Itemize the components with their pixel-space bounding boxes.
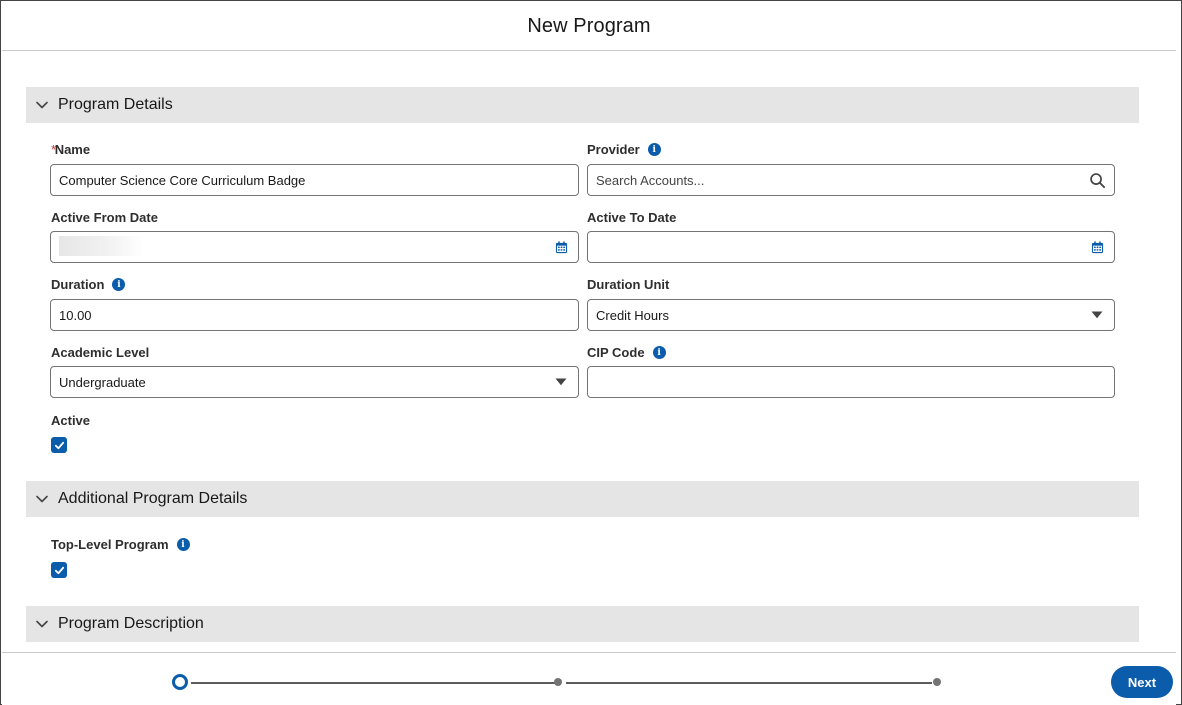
duration-value: 10.00 [59,307,92,323]
duration-input[interactable] [50,299,579,331]
active-from-label-text: Active From Date [51,210,158,225]
next-button[interactable]: Next [1111,666,1173,698]
duration-unit-label-text: Duration Unit [587,277,670,292]
chevron-down-icon [26,481,58,517]
name-value: Computer Science Core Curriculum Badge [59,172,306,188]
academic-level-label-text: Academic Level [51,345,150,360]
top-level-program-checkbox[interactable] [51,562,67,578]
active-to-label [587,210,676,225]
modal-footer [2,652,1176,705]
progress-step-2[interactable] [554,678,562,686]
info-icon[interactable]: i [648,143,661,156]
active-to-date-input[interactable] [587,231,1115,263]
active-from-value [59,236,552,259]
info-icon[interactable]: i [112,278,125,291]
name-input[interactable] [50,164,579,196]
progress-step-current[interactable] [172,674,188,690]
top-level-program-label [51,537,190,552]
duration-label-text: Duration [51,277,105,292]
academic-level-value: Undergraduate [59,374,146,390]
duration-label [51,277,125,292]
academic-level-select[interactable] [50,366,579,398]
active-from-label [51,210,158,225]
active-checkbox[interactable] [51,437,67,453]
calendar-icon[interactable] [552,238,570,256]
provider-search-input[interactable] [587,164,1115,196]
progress-line [566,682,932,684]
academic-level-label [51,345,149,360]
progress-step-3[interactable] [933,678,941,686]
provider-label-text: Provider [587,142,640,157]
chevron-down-icon [26,606,58,642]
duration-unit-label [587,277,669,292]
cip-code-label [587,345,666,360]
top-level-label-text: Top-Level Program [51,537,169,552]
required-marker: * [51,142,57,157]
checkmark-icon [54,440,65,451]
name-label-text: Name [54,142,91,157]
section-title: Program Description [58,615,204,632]
provider-label [587,142,661,157]
cip-code-input[interactable] [587,366,1115,398]
name-label [51,142,90,157]
section-title: Program Details [58,96,173,113]
calendar-icon[interactable] [1088,238,1106,256]
active-label [51,413,90,428]
modal-title: New Program [527,14,651,37]
section-program-description[interactable] [26,606,1139,642]
dropdown-arrow-icon [552,373,570,391]
dropdown-arrow-icon [1088,306,1106,324]
active-label-text: Active [51,413,91,428]
section-program-details[interactable] [26,87,1139,123]
active-to-label-text: Active To Date [587,210,677,225]
modal-body [2,52,1176,652]
active-from-date-input[interactable] [50,231,579,263]
info-icon[interactable]: i [177,538,190,551]
section-title: Additional Program Details [58,490,248,507]
progress-line [191,682,556,684]
chevron-down-icon [26,87,58,123]
checkmark-icon [54,565,65,576]
duration-unit-select[interactable] [587,299,1115,331]
provider-placeholder: Search Accounts... [596,172,705,188]
info-icon[interactable]: i [653,346,666,359]
cip-code-label-text: CIP Code [587,345,645,360]
duration-unit-value: Credit Hours [596,307,669,323]
search-icon[interactable] [1088,171,1106,189]
section-additional-program-details[interactable] [26,481,1139,517]
redacted-value [59,236,144,256]
modal-header [2,2,1176,51]
